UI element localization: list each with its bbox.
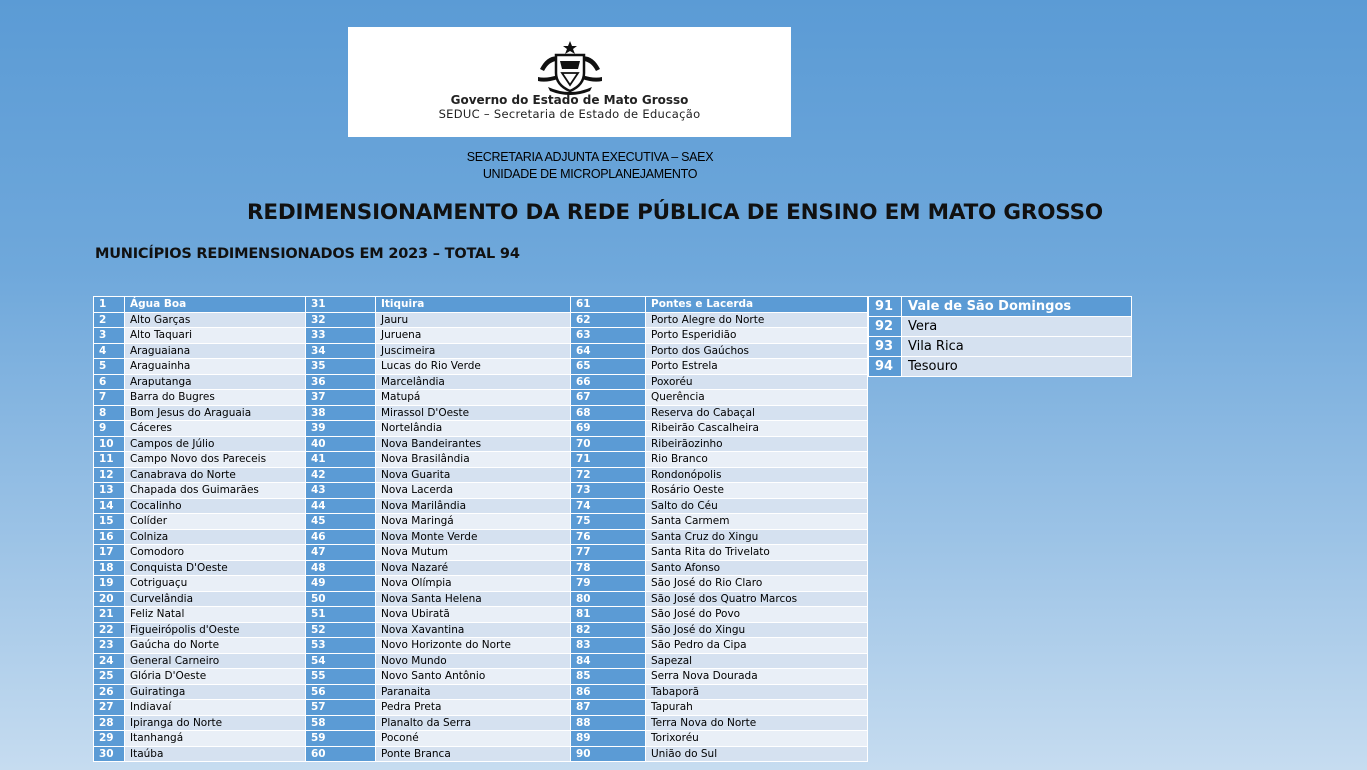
table-row <box>94 669 868 685</box>
municipality-name: Guiratinga <box>125 684 306 700</box>
municipality-name: Porto Esperidião <box>646 328 868 344</box>
municipality-number: 67 <box>571 390 646 406</box>
municipality-name: Canabrava do Norte <box>125 467 306 483</box>
municipality-name: Rondonópolis <box>646 467 868 483</box>
municipality-name: Nova Nazaré <box>376 560 571 576</box>
municipality-name: Santa Rita do Trivelato <box>646 545 868 561</box>
municipality-number: 14 <box>94 498 125 514</box>
municipality-name: Poconé <box>376 731 571 747</box>
government-header <box>348 27 791 137</box>
municipality-number: 11 <box>94 452 125 468</box>
table-row <box>94 390 868 406</box>
municipality-name: Torixoréu <box>646 731 868 747</box>
municipality-number: 32 <box>306 312 376 328</box>
secretariat-name: SEDUC – Secretaria de Estado de Educação <box>438 107 701 121</box>
table-row <box>869 297 1132 317</box>
municipality-name: Novo Santo Antônio <box>376 669 571 685</box>
municipality-name: Indiavaí <box>125 700 306 716</box>
municipality-name: São José do Rio Claro <box>646 576 868 592</box>
municipality-name: Salto do Céu <box>646 498 868 514</box>
table-row <box>94 421 868 437</box>
municipality-name: Bom Jesus do Araguaia <box>125 405 306 421</box>
municipality-number: 51 <box>306 607 376 623</box>
municipality-name: São Pedro da Cipa <box>646 638 868 654</box>
municipality-number: 87 <box>571 700 646 716</box>
municipality-number: 64 <box>571 343 646 359</box>
municipality-name: Itiquira <box>376 297 571 313</box>
municipality-name: Vera <box>902 317 1132 337</box>
municipality-number: 66 <box>571 374 646 390</box>
municipality-number: 53 <box>306 638 376 654</box>
table-row <box>94 607 868 623</box>
municipality-name: Reserva do Cabaçal <box>646 405 868 421</box>
municipality-number: 13 <box>94 483 125 499</box>
municipality-name: São José do Xingu <box>646 622 868 638</box>
table-row <box>94 653 868 669</box>
municipality-name: Rosário Oeste <box>646 483 868 499</box>
municipality-name: Cotriguaçu <box>125 576 306 592</box>
municipality-name: Nova Lacerda <box>376 483 571 499</box>
municipality-number: 89 <box>571 731 646 747</box>
municipality-number: 5 <box>94 359 125 375</box>
municipality-name: Campos de Júlio <box>125 436 306 452</box>
municipality-number: 22 <box>94 622 125 638</box>
municipality-name: Paranaita <box>376 684 571 700</box>
municipality-number: 60 <box>306 746 376 762</box>
saex-line-2: UNIDADE DE MICROPLANEJAMENTO <box>482 167 698 181</box>
table-row <box>94 312 868 328</box>
municipality-name: Novo Mundo <box>376 653 571 669</box>
municipality-name: Alto Garças <box>125 312 306 328</box>
municipality-name: Terra Nova do Norte <box>646 715 868 731</box>
municipality-name: Nova Bandeirantes <box>376 436 571 452</box>
municipality-name: Itanhangá <box>125 731 306 747</box>
municipality-number: 59 <box>306 731 376 747</box>
table-row <box>94 514 868 530</box>
municipality-number: 80 <box>571 591 646 607</box>
municipality-number: 63 <box>571 328 646 344</box>
municipality-number: 7 <box>94 390 125 406</box>
municipality-number: 82 <box>571 622 646 638</box>
municipality-number: 88 <box>571 715 646 731</box>
municipality-name: Chapada dos Guimarães <box>125 483 306 499</box>
municipality-name: Ribeirão Cascalheira <box>646 421 868 437</box>
municipality-number: 36 <box>306 374 376 390</box>
municipality-name: Nova Santa Helena <box>376 591 571 607</box>
municipality-number: 20 <box>94 591 125 607</box>
municipality-number: 25 <box>94 669 125 685</box>
table-row <box>94 436 868 452</box>
municipality-name: Colíder <box>125 514 306 530</box>
municipality-name: Nova Mutum <box>376 545 571 561</box>
municipality-name: Porto dos Gaúchos <box>646 343 868 359</box>
municipality-number: 77 <box>571 545 646 561</box>
table-row <box>94 359 868 375</box>
municipality-number: 34 <box>306 343 376 359</box>
municipality-number: 33 <box>306 328 376 344</box>
municipality-name: Nova Brasilândia <box>376 452 571 468</box>
municipality-name: Cáceres <box>125 421 306 437</box>
table-row <box>94 452 868 468</box>
table-row <box>94 638 868 654</box>
municipality-name: Rio Branco <box>646 452 868 468</box>
municipality-number: 55 <box>306 669 376 685</box>
municipality-name: Tapurah <box>646 700 868 716</box>
municipality-name: Araputanga <box>125 374 306 390</box>
municipality-number: 61 <box>571 297 646 313</box>
municipality-name: Colniza <box>125 529 306 545</box>
municipality-number: 81 <box>571 607 646 623</box>
municipality-name: Nova Olímpia <box>376 576 571 592</box>
municipality-name: Campo Novo dos Pareceis <box>125 452 306 468</box>
table-row <box>94 467 868 483</box>
municipality-number: 91 <box>869 297 902 317</box>
municipality-name: Porto Alegre do Norte <box>646 312 868 328</box>
municipality-name: Araguainha <box>125 359 306 375</box>
municipality-number: 52 <box>306 622 376 638</box>
municipality-name: Santo Afonso <box>646 560 868 576</box>
municipality-number: 86 <box>571 684 646 700</box>
municipality-name: Barra do Bugres <box>125 390 306 406</box>
municipality-name: Juscimeira <box>376 343 571 359</box>
municipality-name: Pontes e Lacerda <box>646 297 868 313</box>
municipality-name: Nova Monte Verde <box>376 529 571 545</box>
municipality-number: 93 <box>869 337 902 357</box>
municipality-number: 18 <box>94 560 125 576</box>
municipality-name: Nova Marilândia <box>376 498 571 514</box>
municipality-name: Poxoréu <box>646 374 868 390</box>
municipality-name: Querência <box>646 390 868 406</box>
coat-of-arms-icon <box>510 39 630 95</box>
municipality-number: 69 <box>571 421 646 437</box>
municipality-number: 57 <box>306 700 376 716</box>
municipality-name: Vila Rica <box>902 337 1132 357</box>
municipality-number: 71 <box>571 452 646 468</box>
municipality-name: General Carneiro <box>125 653 306 669</box>
municipality-number: 42 <box>306 467 376 483</box>
table-row <box>94 576 868 592</box>
municipality-number: 8 <box>94 405 125 421</box>
table-row <box>94 731 868 747</box>
municipality-name: Santa Carmem <box>646 514 868 530</box>
table-row <box>94 483 868 499</box>
municipality-number: 94 <box>869 357 902 377</box>
municipality-number: 28 <box>94 715 125 731</box>
table-row <box>94 622 868 638</box>
municipality-number: 79 <box>571 576 646 592</box>
municipality-number: 4 <box>94 343 125 359</box>
municipality-name: Tesouro <box>902 357 1132 377</box>
municipality-number: 84 <box>571 653 646 669</box>
table-row <box>94 715 868 731</box>
municipality-name: Lucas do Rio Verde <box>376 359 571 375</box>
municipality-name: Marcelândia <box>376 374 571 390</box>
municipality-number: 19 <box>94 576 125 592</box>
municipality-name: Santa Cruz do Xingu <box>646 529 868 545</box>
municipality-number: 74 <box>571 498 646 514</box>
municipality-number: 21 <box>94 607 125 623</box>
municipality-name: Tabaporã <box>646 684 868 700</box>
municipality-name: Água Boa <box>125 297 306 313</box>
municipality-number: 1 <box>94 297 125 313</box>
municipality-name: Itaúba <box>125 746 306 762</box>
municipality-name: Figueirópolis d'Oeste <box>125 622 306 638</box>
municipality-number: 90 <box>571 746 646 762</box>
municipality-number: 12 <box>94 467 125 483</box>
municipality-number: 50 <box>306 591 376 607</box>
municipality-number: 9 <box>94 421 125 437</box>
municipality-number: 10 <box>94 436 125 452</box>
municipality-number: 92 <box>869 317 902 337</box>
municipality-number: 37 <box>306 390 376 406</box>
table-row <box>94 684 868 700</box>
page-title: REDIMENSIONAMENTO DA REDE PÚBLICA DE ENSINO EM MATO GROSSO <box>247 200 1103 225</box>
municipality-name: Jauru <box>376 312 571 328</box>
municipality-number: 75 <box>571 514 646 530</box>
municipality-name: União do Sul <box>646 746 868 762</box>
municipality-name: Matupá <box>376 390 571 406</box>
municipality-name: Porto Estrela <box>646 359 868 375</box>
municipality-number: 35 <box>306 359 376 375</box>
additional-municipality-table <box>868 296 1132 377</box>
table-row <box>94 545 868 561</box>
municipality-number: 46 <box>306 529 376 545</box>
municipality-number: 27 <box>94 700 125 716</box>
municipality-name: Gaúcha do Norte <box>125 638 306 654</box>
municipality-name: Curvelândia <box>125 591 306 607</box>
municipality-number: 62 <box>571 312 646 328</box>
municipality-name: Conquista D'Oeste <box>125 560 306 576</box>
municipality-number: 70 <box>571 436 646 452</box>
municipality-name: Mirassol D'Oeste <box>376 405 571 421</box>
municipality-number: 45 <box>306 514 376 530</box>
municipality-number: 73 <box>571 483 646 499</box>
table-row <box>94 746 868 762</box>
municipality-number: 23 <box>94 638 125 654</box>
municipality-name: Ipiranga do Norte <box>125 715 306 731</box>
municipality-number: 39 <box>306 421 376 437</box>
municipality-number: 31 <box>306 297 376 313</box>
municipality-name: Nova Guarita <box>376 467 571 483</box>
municipality-name: Sapezal <box>646 653 868 669</box>
table-row <box>94 328 868 344</box>
municipality-table <box>93 296 868 762</box>
table-row <box>94 529 868 545</box>
municipality-number: 2 <box>94 312 125 328</box>
municipality-number: 29 <box>94 731 125 747</box>
municipality-name: Glória D'Oeste <box>125 669 306 685</box>
table-row <box>94 498 868 514</box>
municipality-number: 76 <box>571 529 646 545</box>
municipality-name: São José dos Quatro Marcos <box>646 591 868 607</box>
municipality-number: 26 <box>94 684 125 700</box>
municipality-name: Nortelândia <box>376 421 571 437</box>
municipality-name: Nova Maringá <box>376 514 571 530</box>
municipality-number: 54 <box>306 653 376 669</box>
municipality-number: 17 <box>94 545 125 561</box>
municipality-number: 40 <box>306 436 376 452</box>
table-row <box>94 591 868 607</box>
table-row <box>869 337 1132 357</box>
table-row <box>869 357 1132 377</box>
municipality-number: 41 <box>306 452 376 468</box>
municipality-name: Araguaiana <box>125 343 306 359</box>
municipality-name: Cocalinho <box>125 498 306 514</box>
municipality-number: 44 <box>306 498 376 514</box>
municipality-number: 49 <box>306 576 376 592</box>
municipality-number: 83 <box>571 638 646 654</box>
municipality-name: Vale de São Domingos <box>902 297 1132 317</box>
municipality-name: Juruena <box>376 328 571 344</box>
municipality-number: 78 <box>571 560 646 576</box>
municipality-name: Serra Nova Dourada <box>646 669 868 685</box>
municipality-name: São José do Povo <box>646 607 868 623</box>
municipality-number: 16 <box>94 529 125 545</box>
municipality-number: 68 <box>571 405 646 421</box>
municipality-name: Ribeirãozinho <box>646 436 868 452</box>
municipality-number: 47 <box>306 545 376 561</box>
municipality-number: 38 <box>306 405 376 421</box>
saex-line-1: SECRETARIA ADJUNTA EXECUTIVA – SAEX <box>466 150 714 164</box>
municipality-name: Novo Horizonte do Norte <box>376 638 571 654</box>
municipality-name: Pedra Preta <box>376 700 571 716</box>
table-row <box>94 560 868 576</box>
municipality-number: 30 <box>94 746 125 762</box>
municipality-number: 48 <box>306 560 376 576</box>
municipality-number: 24 <box>94 653 125 669</box>
municipality-number: 15 <box>94 514 125 530</box>
government-name: Governo do Estado de Mato Grosso <box>450 93 689 107</box>
municipality-number: 85 <box>571 669 646 685</box>
municipality-number: 6 <box>94 374 125 390</box>
municipality-number: 3 <box>94 328 125 344</box>
municipality-name: Nova Xavantina <box>376 622 571 638</box>
municipality-name: Ponte Branca <box>376 746 571 762</box>
municipality-number: 65 <box>571 359 646 375</box>
municipality-number: 72 <box>571 467 646 483</box>
table-row <box>869 317 1132 337</box>
table-row <box>94 374 868 390</box>
municipality-name: Alto Taquari <box>125 328 306 344</box>
municipality-name: Feliz Natal <box>125 607 306 623</box>
table-row <box>94 700 868 716</box>
table-row <box>94 343 868 359</box>
municipality-number: 43 <box>306 483 376 499</box>
municipality-name: Comodoro <box>125 545 306 561</box>
municipality-number: 56 <box>306 684 376 700</box>
table-row <box>94 297 868 313</box>
municipality-name: Nova Ubiratã <box>376 607 571 623</box>
table-row <box>94 405 868 421</box>
municipality-number: 58 <box>306 715 376 731</box>
municipality-name: Planalto da Serra <box>376 715 571 731</box>
page-subtitle: MUNICÍPIOS REDIMENSIONADOS EM 2023 – TOTAL 94 <box>95 246 520 262</box>
